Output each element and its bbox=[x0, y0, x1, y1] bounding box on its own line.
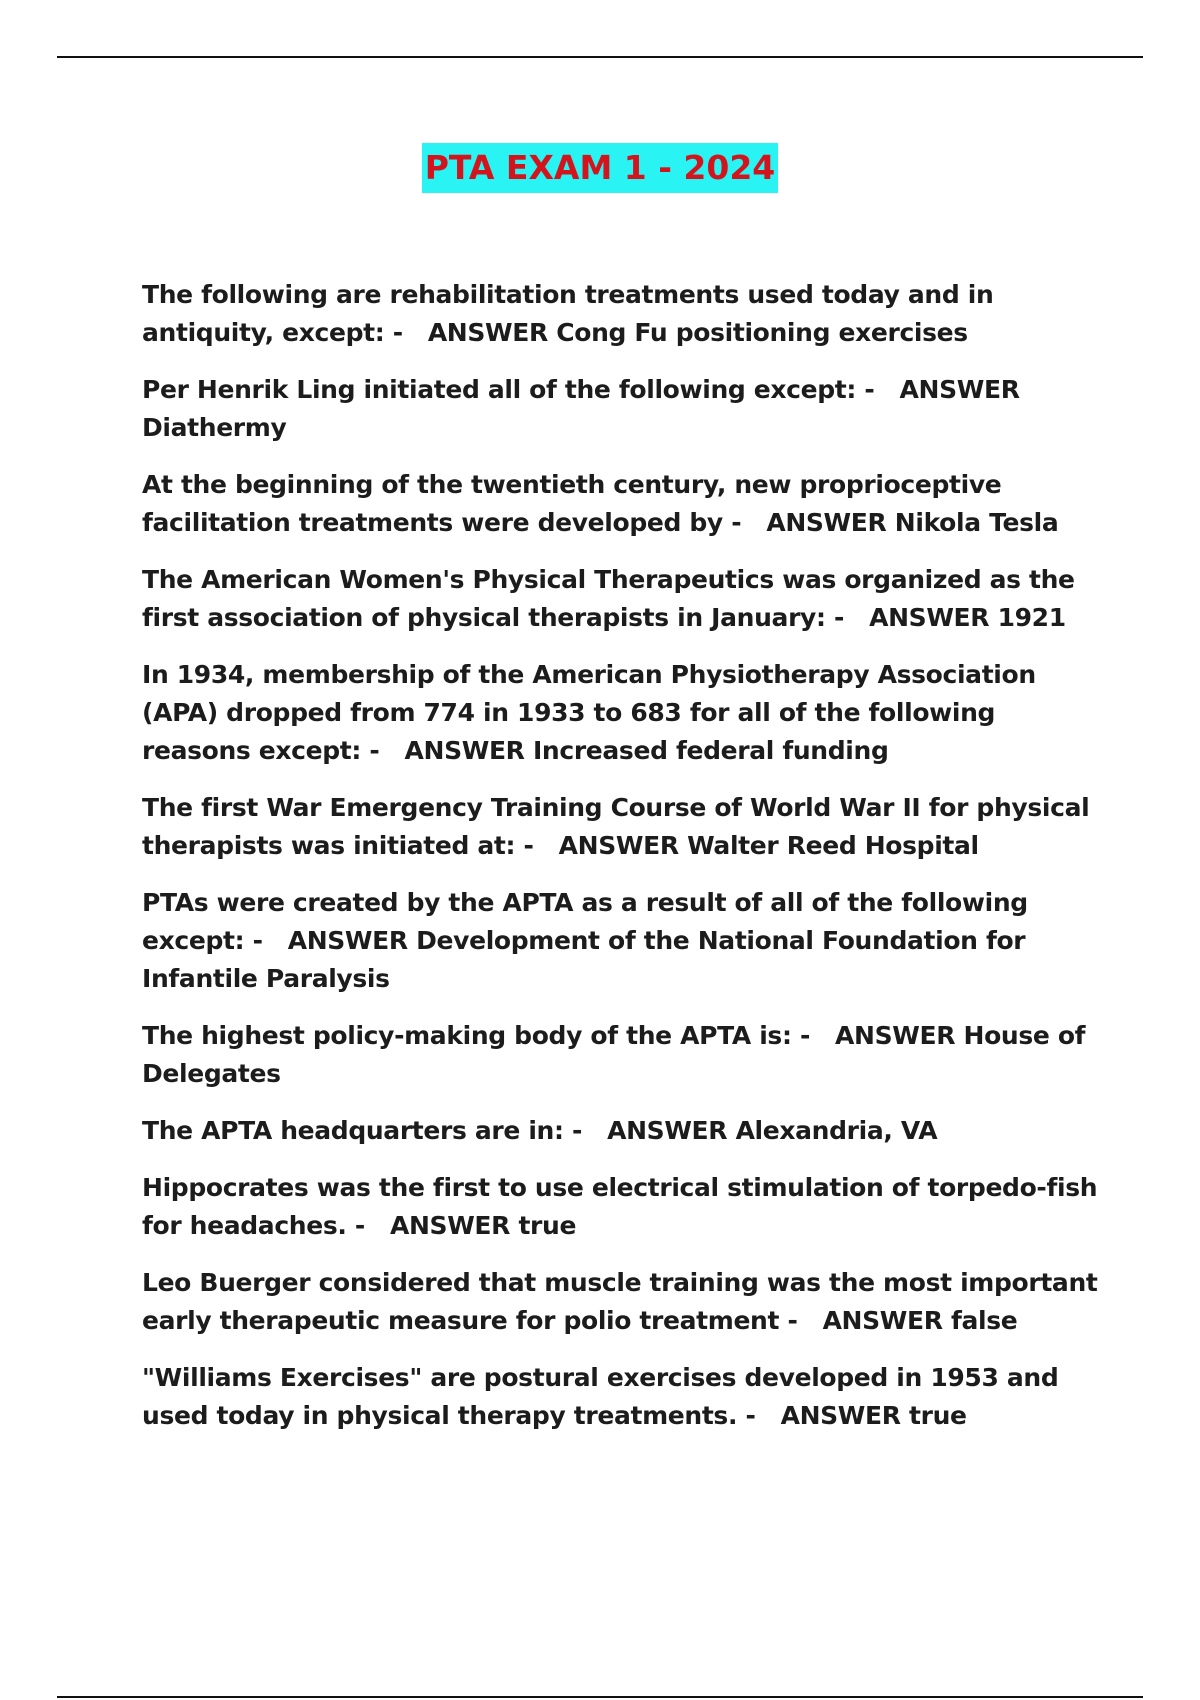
question-text: Per Henrik Ling initiated all of the following except: bbox=[142, 375, 857, 404]
question-text: The highest policy-making body of the APTA is: bbox=[142, 1021, 792, 1050]
qa-item: Per Henrik Ling initiated all of the following except: - ANSWER Diathermy bbox=[142, 375, 1020, 442]
qa-item: Leo Buerger considered that muscle training was the most important early therapeutic measure for polio treatment - ANSWER false bbox=[142, 1268, 1098, 1335]
answer-label: ANSWER bbox=[835, 1021, 956, 1050]
qa-item: The following are rehabilitation treatments used today and in antiquity, except: - ANSWER Cong Fu positioning exercises bbox=[142, 280, 994, 347]
qa-item: In 1934, membership of the American Physiotherapy Association (APA) dropped from 774 in 1933 to 683 for all of the following reasons except: - ANSWER Increased federal funding bbox=[142, 660, 1036, 765]
answer-label: ANSWER bbox=[287, 926, 408, 955]
answer-label: ANSWER bbox=[427, 318, 548, 347]
answer-text: House of Delegates bbox=[142, 1021, 1086, 1088]
answer-label: ANSWER bbox=[389, 1211, 511, 1240]
question-text: The following are rehabilitation treatments used today and in antiquity, except: bbox=[142, 280, 994, 347]
qa-list bbox=[142, 276, 1102, 1454]
qa-item: The first War Emergency Training Course of World War II for physical therapists was initiated at: - ANSWER Walter Reed Hospital bbox=[142, 793, 1090, 860]
answer-label: ANSWER bbox=[780, 1401, 901, 1430]
answer-text: Development of the National Foundation for Infantile Paralysis bbox=[142, 926, 1026, 993]
answer-text: Nikola Tesla bbox=[894, 508, 1059, 537]
answer-text: true bbox=[909, 1401, 967, 1430]
answer-text: false bbox=[951, 1306, 1018, 1335]
qa-item: "Williams Exercises" are postural exercises developed in 1953 and used today in physical therapy treatments. - ANSWER true bbox=[142, 1363, 1059, 1430]
answer-label: ANSWER bbox=[558, 831, 679, 860]
qa-item: At the beginning of the twentieth century, new proprioceptive facilitation treatments were developed by - ANSWER Nikola Tesla bbox=[142, 470, 1059, 537]
header-rule bbox=[57, 56, 1143, 58]
answer-text: Increased federal funding bbox=[532, 736, 889, 765]
answer-label: ANSWER bbox=[607, 1116, 728, 1145]
question-text: "Williams Exercises" are postural exercises developed in 1953 and used today in physical therapy treatments. bbox=[142, 1363, 1059, 1430]
answer-text: Alexandria, VA bbox=[735, 1116, 938, 1145]
qa-item: The highest policy-making body of the APTA is: - ANSWER House of Delegates bbox=[142, 1021, 1086, 1088]
qa-item: The APTA headquarters are in: - ANSWER Alexandria, VA bbox=[142, 1116, 938, 1145]
answer-label: ANSWER bbox=[766, 508, 887, 537]
answer-text: 1921 bbox=[997, 603, 1066, 632]
question-text: At the beginning of the twentieth century, new proprioceptive facilitation treatments were developed by bbox=[142, 470, 1002, 537]
question-text: In 1934, membership of the American Physiotherapy Association (APA) dropped from 774 in 1933 to 683 for all of the following reasons except: bbox=[142, 660, 1036, 765]
question-text: The first War Emergency Training Course of World War II for physical therapists was initiated at: bbox=[142, 793, 1090, 860]
qa-item: PTAs were created by the APTA as a result of all of the following except: - ANSWER Development of the National Foundation for Infantile Paralysis bbox=[142, 888, 1028, 993]
answer-text: Walter Reed Hospital bbox=[687, 831, 979, 860]
answer-text: Diathermy bbox=[142, 413, 287, 442]
qa-item: The American Women's Physical Therapeutics was organized as the first association of physical therapists in January: - ANSWER 1921 bbox=[142, 565, 1075, 632]
question-text: The American Women's Physical Therapeutics was organized as the first association of physical therapists in January: bbox=[142, 565, 1075, 632]
question-text: Hippocrates was the first to use electrical stimulation of torpedo-fish for headaches. bbox=[142, 1173, 1098, 1240]
document-title: PTA EXAM 1 - 2024 bbox=[422, 143, 779, 193]
footer-rule bbox=[57, 1696, 1143, 1698]
answer-text: true bbox=[518, 1211, 577, 1240]
answer-label: ANSWER bbox=[899, 375, 1020, 404]
answer-label: ANSWER bbox=[822, 1306, 943, 1335]
question-text: Leo Buerger considered that muscle training was the most important early therapeutic measure for polio treatment bbox=[142, 1268, 1098, 1335]
question-text: The APTA headquarters are in: bbox=[142, 1116, 564, 1145]
question-text: PTAs were created by the APTA as a result of all of the following except: bbox=[142, 888, 1028, 955]
answer-label: ANSWER bbox=[869, 603, 990, 632]
title-container bbox=[0, 143, 1200, 193]
answer-text: Cong Fu positioning exercises bbox=[556, 318, 968, 347]
qa-item: Hippocrates was the first to use electrical stimulation of torpedo-fish for headaches. - ANSWER true bbox=[142, 1173, 1098, 1240]
answer-label: ANSWER bbox=[404, 736, 525, 765]
